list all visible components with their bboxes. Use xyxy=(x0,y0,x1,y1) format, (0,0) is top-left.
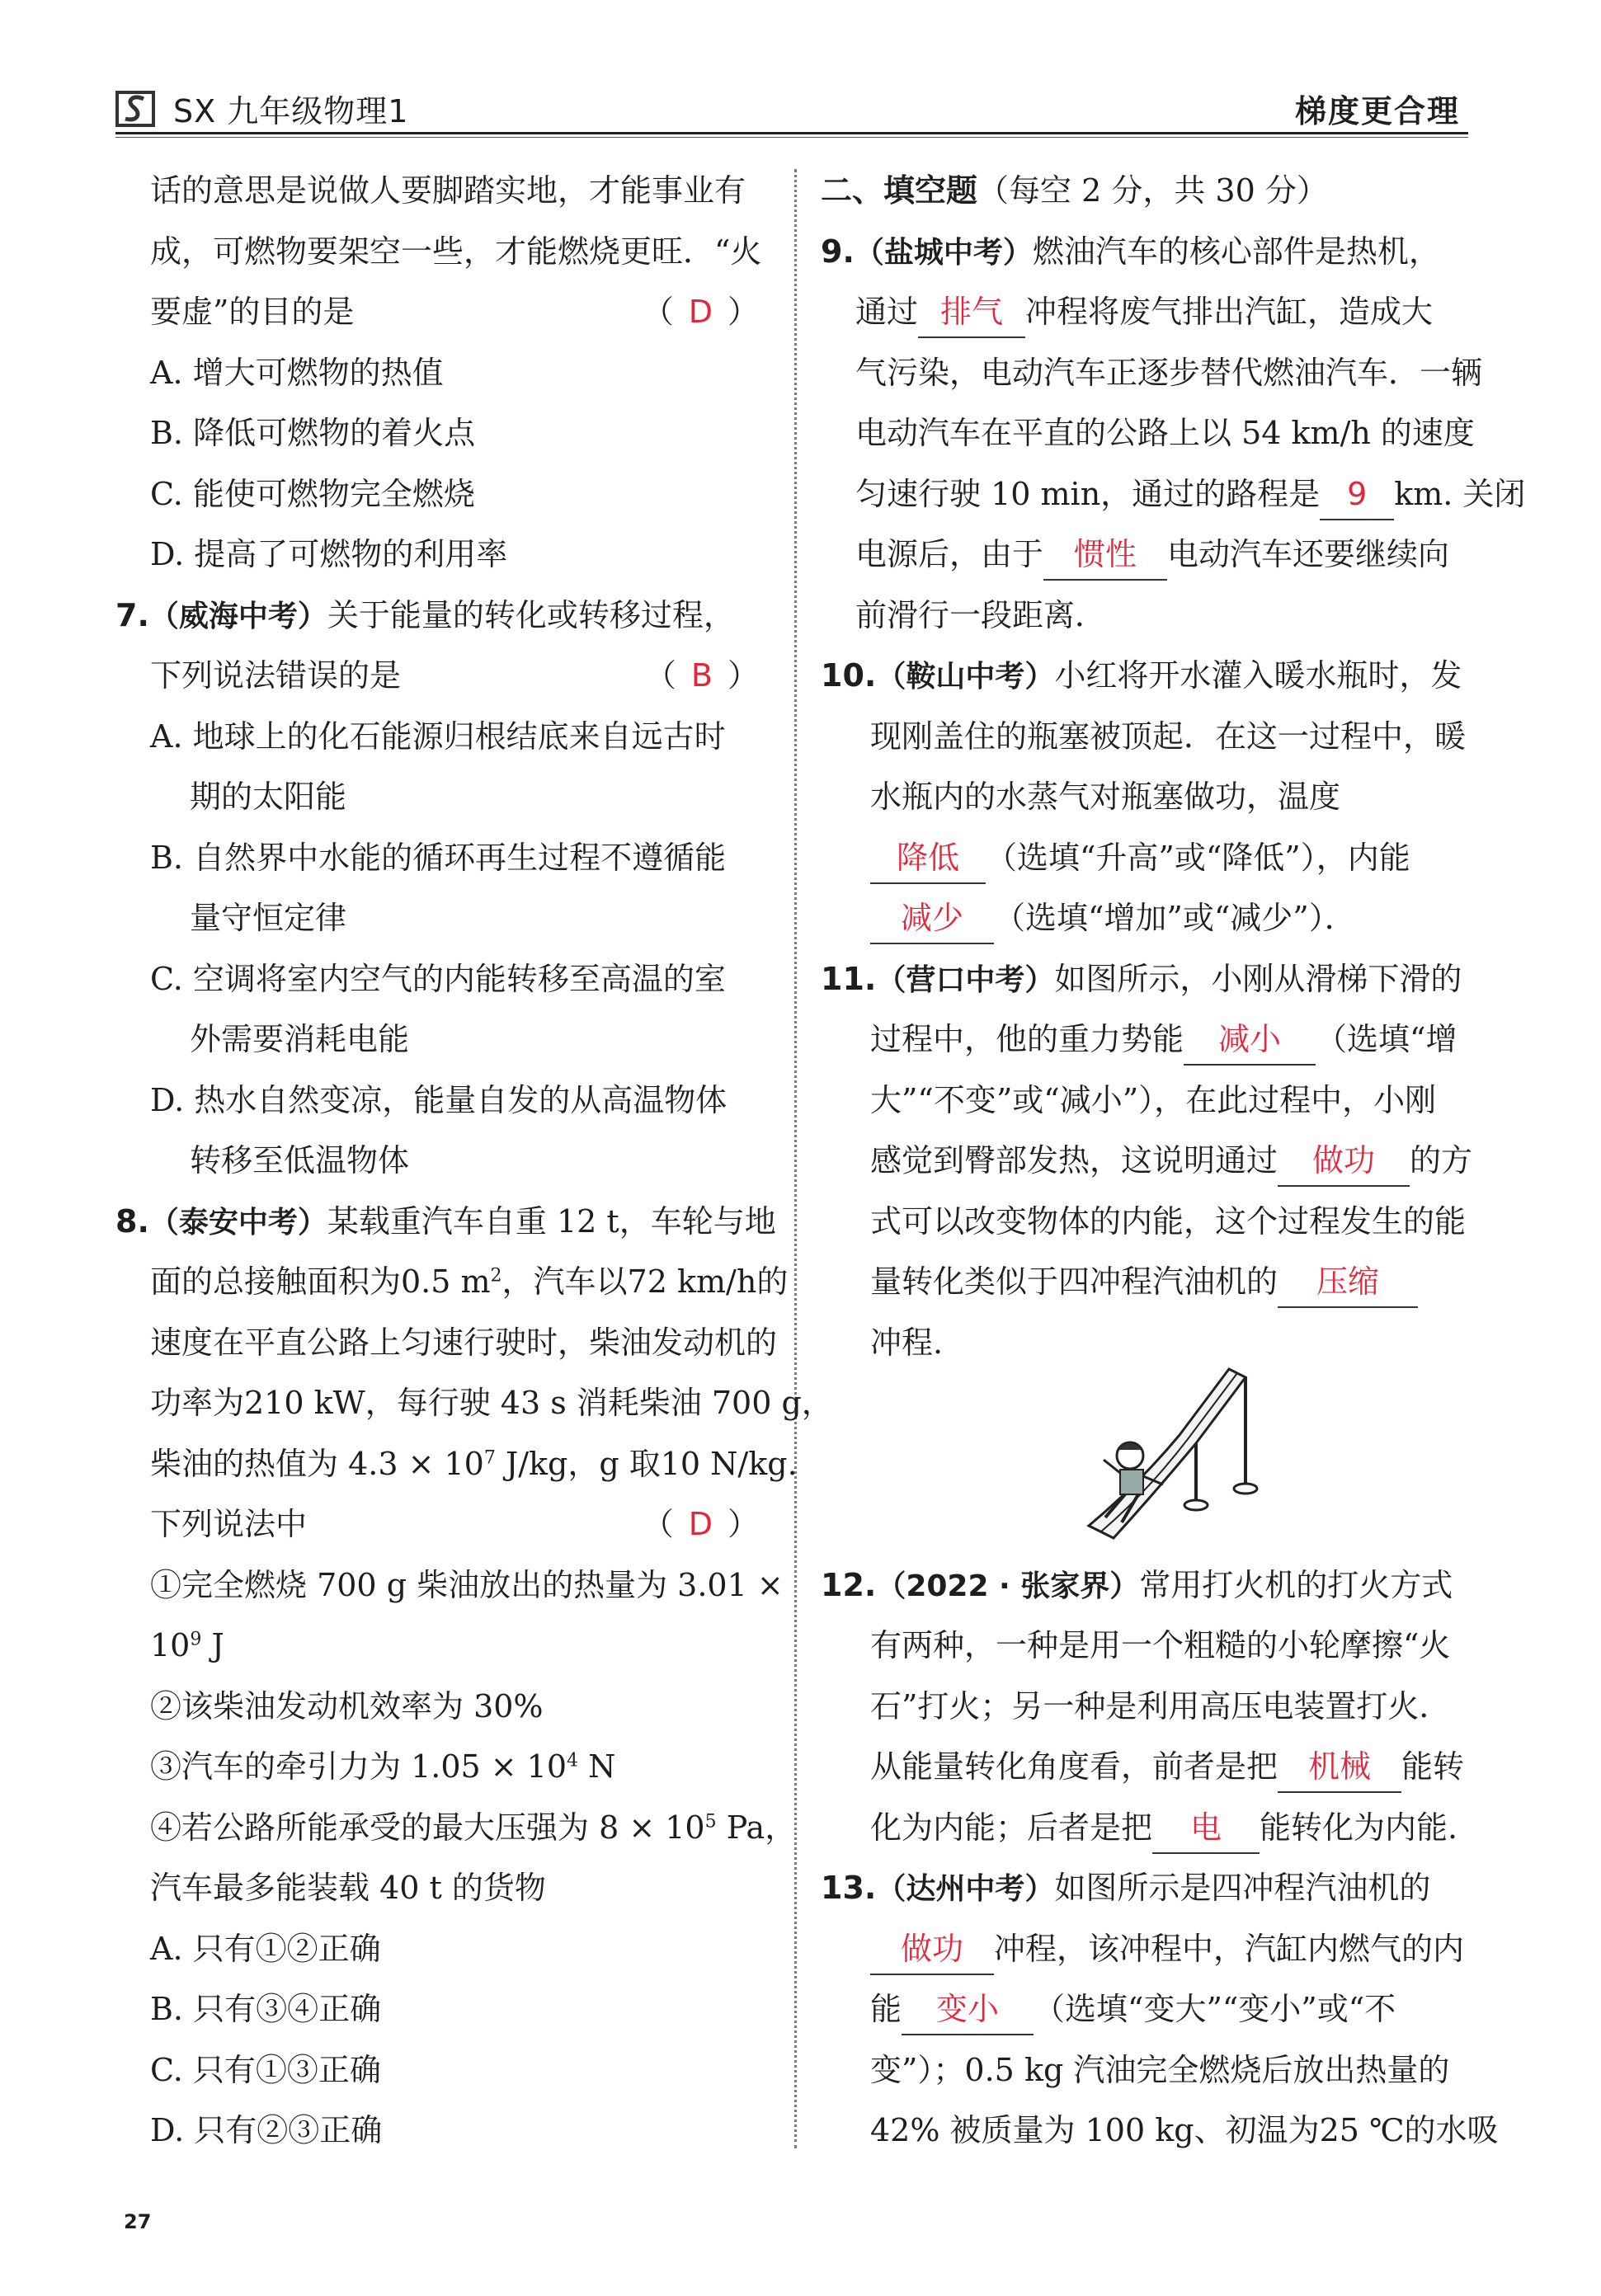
q11-text: 感觉到臀部发热，这说明通过 xyxy=(870,1142,1278,1179)
q8-stem-line: 速度在平直公路上匀速行驶时，柴油发动机的 xyxy=(150,1324,778,1361)
q6-text-line: 成，可燃物要架空一些，才能燃烧更旺．“火 xyxy=(150,233,762,270)
q8-text: J/kg，g 取10 N/kg. xyxy=(495,1445,798,1482)
q8-text: ③汽车的牵引力为 1.05 × 10 xyxy=(150,1748,567,1785)
q11-blank-3 xyxy=(1278,1257,1418,1308)
q10-text: （选填“升高”或“降低”），内能 xyxy=(986,839,1410,876)
q9-answer-1: 排气 xyxy=(940,294,1004,330)
q7-source: （威海中考） xyxy=(148,599,327,633)
q8-text: 柴油的热值为 4.3 × 10 xyxy=(150,1445,484,1482)
q11-text: 的方 xyxy=(1410,1142,1473,1179)
q11-blank-1 xyxy=(1184,1014,1316,1066)
q13-stem-line xyxy=(821,1919,1472,1980)
q7-stem: 关于能量的转化或转移过程， xyxy=(327,596,735,633)
q8-text: 10 xyxy=(150,1627,191,1663)
q8-superscript: 4 xyxy=(567,1750,579,1771)
q7-option-d-cont: 转移至低温物体 xyxy=(190,1142,410,1179)
q12-answer-2: 电 xyxy=(1190,1809,1222,1846)
q7-stem-end: 下列说法错误的是 xyxy=(150,657,402,694)
q11-blank-2 xyxy=(1278,1136,1410,1187)
q7-option-b: B. 自然界中水能的循环再生过程不遵循能 xyxy=(150,839,727,876)
q11-stem-line: 冲程. xyxy=(870,1324,944,1361)
q11-text: 量转化类似于四冲程汽油机的 xyxy=(870,1263,1278,1300)
q8-option-b: B. 只有③④正确 xyxy=(150,1991,382,2027)
q12-answer-1: 机械 xyxy=(1308,1748,1372,1785)
q11-stem-line xyxy=(821,1009,1472,1070)
q8-source: （泰安中考） xyxy=(148,1205,327,1240)
q8-stem-line xyxy=(115,1252,789,1313)
q13-blank-2 xyxy=(902,1984,1034,2035)
publisher-logo-icon xyxy=(115,89,157,129)
q8-superscript: 5 xyxy=(704,1810,717,1832)
q11-stem-line xyxy=(821,949,1472,1010)
q11-stem-line xyxy=(821,1131,1472,1192)
q7-option-a: A. 地球上的化石能源归根结底来自远古时 xyxy=(150,718,726,755)
q12-text: 能转化为内能. xyxy=(1260,1809,1458,1846)
q10-source: （鞍山中考） xyxy=(876,660,1055,694)
q10-stem-line: 现刚盖住的瓶塞被顶起．在这一过程中，暖 xyxy=(870,718,1467,755)
q8-stem: 某载重汽车自重 12 t，车轮与地 xyxy=(327,1202,776,1240)
q13-stem-line: 42% 被质量为 100 kg、初温为25 ℃的水吸 xyxy=(870,2112,1499,2148)
q10-number: 10. xyxy=(821,657,877,694)
q7-answer-bracket: （ B ） xyxy=(644,657,759,694)
q8-stem-end: 下列说法中 xyxy=(150,1506,308,1542)
q7-stem-line xyxy=(115,586,767,647)
q13-stem-line xyxy=(821,1979,1472,2040)
q8-statement-2: ②该柴油发动机效率为 30% xyxy=(150,1687,544,1724)
q7-stem-line xyxy=(115,646,767,707)
q9-text: 通过 xyxy=(855,294,919,330)
q8-text: J xyxy=(201,1627,224,1663)
q8-option-a: A. 只有①②正确 xyxy=(150,1930,381,1967)
q8-statement-1-cont xyxy=(115,1616,767,1677)
q6-answer: D xyxy=(688,294,713,330)
q12-text: 化为内能；后者是把 xyxy=(870,1809,1153,1846)
q8-text: ④若公路所能承受的最大压强为 8 × 10 xyxy=(150,1809,705,1846)
q12-text: 能转 xyxy=(1401,1748,1465,1785)
q9-blank-1 xyxy=(918,287,1025,338)
q6-option-b: B. 降低可燃物的着火点 xyxy=(150,415,476,451)
q9-number: 9. xyxy=(821,233,855,270)
q12-stem-line xyxy=(821,1737,1472,1798)
header-rule-thin xyxy=(115,137,1468,138)
q8-option-d: D. 只有②③正确 xyxy=(150,2112,383,2148)
q10-stem-line xyxy=(821,646,1472,707)
right-column xyxy=(821,161,1526,2162)
q13-stem-line xyxy=(821,1858,1472,1919)
q8-statement-3 xyxy=(115,1737,767,1798)
q8-stem-line xyxy=(115,1494,767,1555)
q13-text: 能 xyxy=(870,1991,902,2027)
q9-stem-line xyxy=(821,464,1526,525)
q11-source: （营口中考） xyxy=(876,962,1055,997)
q11-answer-2: 做功 xyxy=(1312,1142,1376,1179)
q9-stem-line xyxy=(821,525,1472,586)
q8-statement-4 xyxy=(115,1798,797,1859)
q12-stem-line xyxy=(821,1555,1472,1616)
q8-superscript: 2 xyxy=(490,1265,502,1287)
section-heading xyxy=(821,161,1472,222)
q11-text: （选填“增 xyxy=(1316,1021,1457,1057)
q7-option-c: C. 空调将室内空气的内能转移至高温的室 xyxy=(150,960,726,997)
q9-source: （盐城中考） xyxy=(854,235,1033,270)
q6-option-d: D. 提高了可燃物的利用率 xyxy=(150,536,508,572)
q7-option-a-cont: 期的太阳能 xyxy=(190,779,347,815)
q10-stem-line xyxy=(821,888,1472,949)
q12-stem-line xyxy=(821,1798,1472,1859)
q9-text: 电动汽车还要继续向 xyxy=(1167,536,1450,572)
q8-stem-line: 功率为210 kW，每行驶 43 s 消耗柴油 700 g， xyxy=(150,1385,833,1421)
q11-number: 11. xyxy=(821,960,877,997)
page-header xyxy=(115,82,1468,134)
q10-text: 小红将开水灌入暖水瓶时，发 xyxy=(1054,657,1462,694)
q9-text: 匀速行驶 10 min，通过的路程是 xyxy=(855,475,1321,512)
q9-stem-line: 前滑行一段距离． xyxy=(855,596,1107,633)
q10-answer-1: 降低 xyxy=(896,839,959,876)
q10-stem-line xyxy=(821,828,1472,889)
q8-text: ，汽车以72 km/h的 xyxy=(501,1263,789,1300)
q9-stem-line xyxy=(821,222,1472,283)
q13-number: 13. xyxy=(821,1870,877,1906)
q7-option-d: D. 热水自然变凉，能量自发的从高温物体 xyxy=(150,1081,728,1118)
q11-answer-1: 减小 xyxy=(1218,1021,1282,1057)
q11-text: 过程中，他的重力势能 xyxy=(870,1021,1184,1057)
q8-answer-bracket: （ D ） xyxy=(642,1506,759,1542)
q9-text: 燃油汽车的核心部件是热机， xyxy=(1032,233,1440,270)
q12-stem-line: 石”打火；另一种是利用高压电装置打火． xyxy=(870,1687,1451,1724)
q13-text: 如图所示是四冲程汽油机的 xyxy=(1054,1870,1431,1906)
q13-source: （达州中考） xyxy=(876,1872,1055,1906)
q12-text: 常用打火机的打火方式 xyxy=(1139,1566,1453,1603)
q8-text: N xyxy=(578,1748,616,1785)
q9-blank-3 xyxy=(1043,529,1167,581)
q11-stem-line: 大”“不变”或“减小”），在此过程中，小刚 xyxy=(870,1081,1437,1118)
q12-blank-1 xyxy=(1278,1742,1401,1793)
q11-answer-3: 压缩 xyxy=(1316,1263,1380,1300)
q10-answer-2: 减少 xyxy=(900,900,963,936)
q8-stem-line xyxy=(115,1192,776,1253)
header-rule xyxy=(115,132,1468,134)
slide-illustration-icon xyxy=(1039,1361,1270,1550)
q6-option-c: C. 能使可燃物完全燃烧 xyxy=(150,475,475,512)
q10-stem-line: 水瓶内的水蒸气对瓶塞做功，温度 xyxy=(870,779,1341,815)
q12-blank-2 xyxy=(1152,1803,1260,1854)
q6-option-a: A. 增大可燃物的热值 xyxy=(150,354,444,391)
q9-stem-line: 电动汽车在平直的公路上以 54 km/h 的速度 xyxy=(855,415,1475,451)
q9-stem-line: 气污染，电动汽车正逐步替代燃油汽车．一辆 xyxy=(855,354,1483,391)
q8-text: 面的总接触面积为0.5 m xyxy=(150,1263,491,1300)
section-note: （每空 2 分，共 30 分） xyxy=(977,172,1328,209)
q7-option-c-cont: 外需要消耗电能 xyxy=(190,1021,410,1057)
q8-stem-line xyxy=(115,1434,798,1495)
q8-text: Pa， xyxy=(716,1809,797,1846)
q6-text-line: 话的意思是说做人要脚踏实地，才能事业有 xyxy=(150,172,746,209)
q11-stem-line xyxy=(821,1252,1472,1313)
q8-superscript: 9 xyxy=(190,1629,202,1650)
q8-answer: D xyxy=(688,1506,713,1542)
q6-answer-bracket: （ D ） xyxy=(642,294,759,330)
q9-text: km. 关闭 xyxy=(1394,475,1526,512)
q11-text: 如图所示，小刚从滑梯下滑的 xyxy=(1054,960,1462,997)
q12-text: 从能量转化角度看，前者是把 xyxy=(870,1748,1278,1785)
left-column xyxy=(115,161,833,2162)
q13-answer-2: 变小 xyxy=(936,1991,1000,2027)
q13-stem-line: 变”）；0.5 kg 汽油完全燃烧后放出热量的 xyxy=(870,2051,1450,2088)
q13-text: 冲程，该冲程中，汽缸内燃气的内 xyxy=(994,1930,1465,1967)
q9-stem-line xyxy=(821,282,1472,343)
q10-blank-1 xyxy=(870,833,986,884)
q12-number: 12. xyxy=(821,1566,877,1603)
q9-text: 电源后，由于 xyxy=(855,536,1044,572)
q12-stem-line: 有两种，一种是用一个粗糙的小轮摩擦“火 xyxy=(870,1627,1451,1663)
q9-blank-2 xyxy=(1320,469,1394,520)
q7-option-b-cont: 量守恒定律 xyxy=(190,900,347,936)
q13-blank-1 xyxy=(870,1924,994,1975)
q8-option-c: C. 只有①③正确 xyxy=(150,2051,381,2088)
q7-number: 7. xyxy=(115,596,149,633)
q7-answer: B xyxy=(690,657,713,694)
section-title: 二、填空题 xyxy=(821,172,978,209)
q13-answer-1: 做功 xyxy=(900,1930,963,1967)
q8-statement-4-cont: 汽车最多能装载 40 t 的货物 xyxy=(150,1870,546,1906)
book-title: SX 九年级物理1 xyxy=(173,93,409,129)
header-motto: 梯度更合理 xyxy=(1294,93,1460,129)
q13-text: （选填“变大”“变小”或“不 xyxy=(1034,1991,1396,2027)
q6-stem-end: 要虚”的目的是 xyxy=(150,294,355,330)
q9-answer-2: 9 xyxy=(1347,475,1368,512)
q6-text-line xyxy=(115,282,767,343)
q10-blank-2 xyxy=(870,893,994,944)
q9-answer-3: 惯性 xyxy=(1074,536,1137,572)
q9-text: 冲程将废气排出汽缸，造成大 xyxy=(1025,294,1434,330)
q11-stem-line: 式可以改变物体的内能，这个过程发生的能 xyxy=(870,1202,1467,1240)
q12-source: （2022 · 张家界） xyxy=(876,1569,1140,1603)
q8-statement-1: ①完全燃烧 700 g 柴油放出的热量为 3.01 × xyxy=(150,1566,784,1603)
q8-number: 8. xyxy=(115,1202,149,1240)
q8-superscript: 7 xyxy=(483,1447,496,1468)
page-number: 27 xyxy=(124,2210,152,2233)
q10-text: （选填“增加”或“减少”）． xyxy=(994,900,1356,936)
